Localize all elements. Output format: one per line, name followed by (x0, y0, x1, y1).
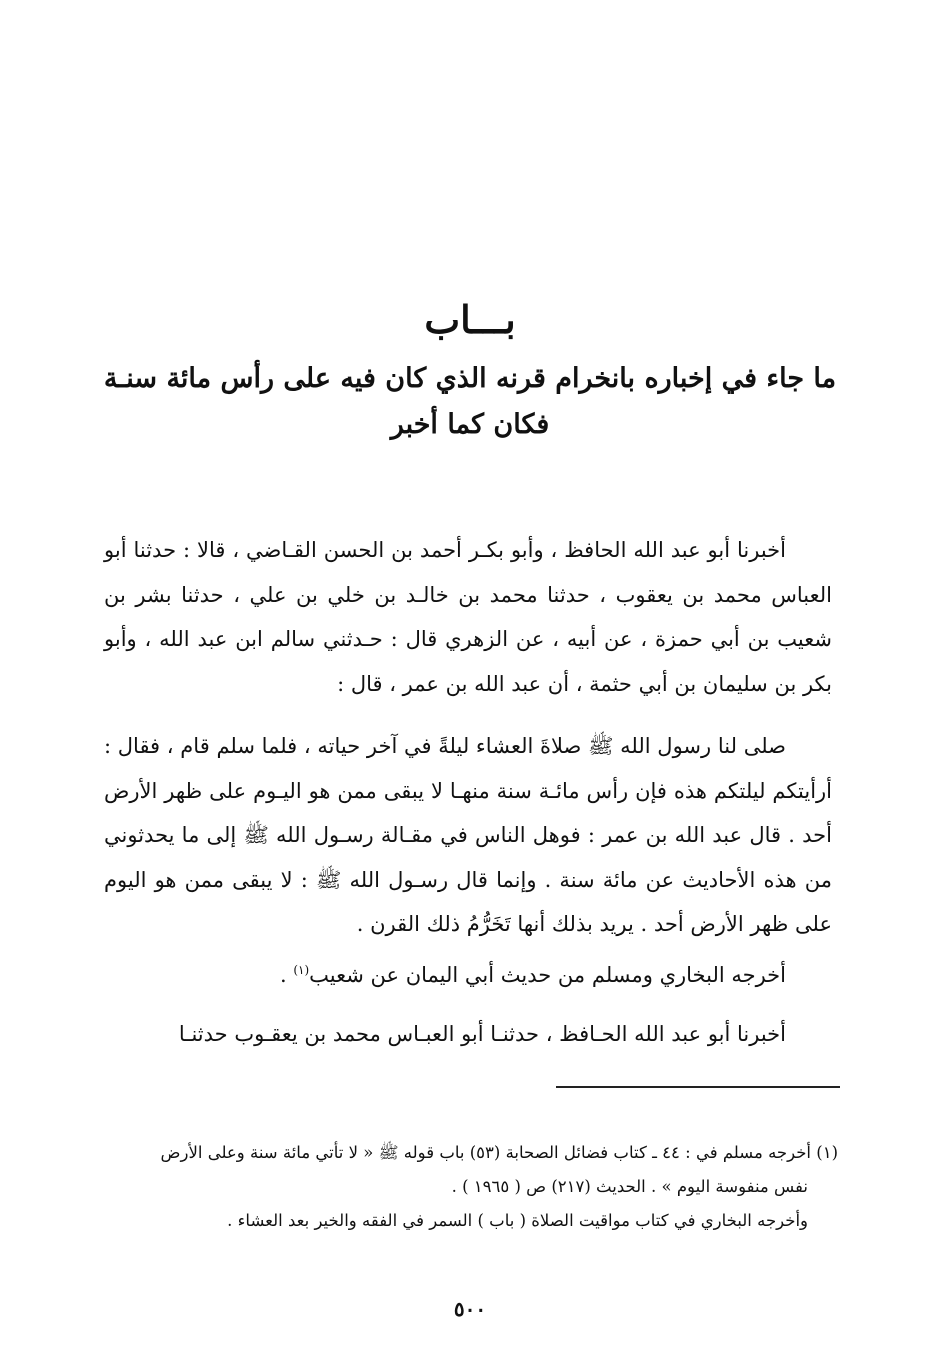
chapter-heading: بـــاب (424, 297, 516, 342)
footnote-separator (556, 1086, 840, 1088)
paragraph-isnad-2: أخبرنا أبو عبد الله الحـافظ ، حدثنـا أبو العبـاس محمد بن يعقـوب حدثنـا (178, 1022, 786, 1046)
footnotes-section (104, 1136, 838, 1238)
footnote-reference-1: (١) (293, 963, 310, 977)
paragraph-isnad-1: أخبرنا أبو عبد الله الحافظ ، وأبو بكـر أحمد بن الحسن القـاضي ، قالا : حدثنا أبو العباس محمد بن يعقوب ، حدثنا محمد بن خالـد بن خلي بن علي ، حدثنا بشر بن شعيب بن أبي حمزة ، عن أبيه ، عن الزهري قال : حـدثني سالم ابن عبد الله ، وأبو بكر بن سليمان بن أبي حثمة ، أن عبد الله بن عمر ، قال : (104, 538, 832, 696)
footnote-1-line-1: (١) أخرجه مسلم في : ٤٤ ـ كتاب فضائل الصحابة (٥٣) باب قوله ﷺ « لا تأتي مائة سنة وعلى الأرض (160, 1143, 838, 1162)
paragraph-takhrij (104, 953, 832, 998)
footnote-1-line-2: نفس منفوسة اليوم » . الحديث (٢١٧) ص ( ١٩٦٥ ) . (451, 1177, 808, 1196)
takhrij-end: . (279, 963, 294, 987)
paragraph-hadith-text: صلى لنا رسول الله ﷺ صلاةَ العشاء ليلةً في آخر حياته ، فلما سلم قام ، فقال : أرأيتكم ليلتكم هذه فإن رأس مائـة سنة منهـا لا يبقى ممن هو اليـوم على ظهر الأرض أحد . قال عبد الله بن عمر : فوهل الناس في مقـالة رسـول الله ﷺ إلى ما يحدثوني من هذه الأحاديث عن مائة سنة . وإنما قال رسـول الله ﷺ : لا يبقى ممن هو اليوم على ظهر الأرض أحد . يريد بذلك أنها تَخَرُّمُ ذلك القرن . (104, 734, 832, 936)
chapter-title: ما جاء في إخباره بانخرام قرنه الذي كان فيه على رأس مائة سنـة فكان كما أخبر (103, 363, 837, 440)
page-number: ٥٠٠ (453, 1297, 487, 1321)
takhrij-text: أخرجه البخاري ومسلم من حديث أبي اليمان عن شعيب (309, 963, 786, 987)
footnote-1-line-3: وأخرجه البخاري في كتاب مواقيت الصلاة ( باب ) السمر في الفقه والخير بعد العشاء . (227, 1211, 808, 1230)
